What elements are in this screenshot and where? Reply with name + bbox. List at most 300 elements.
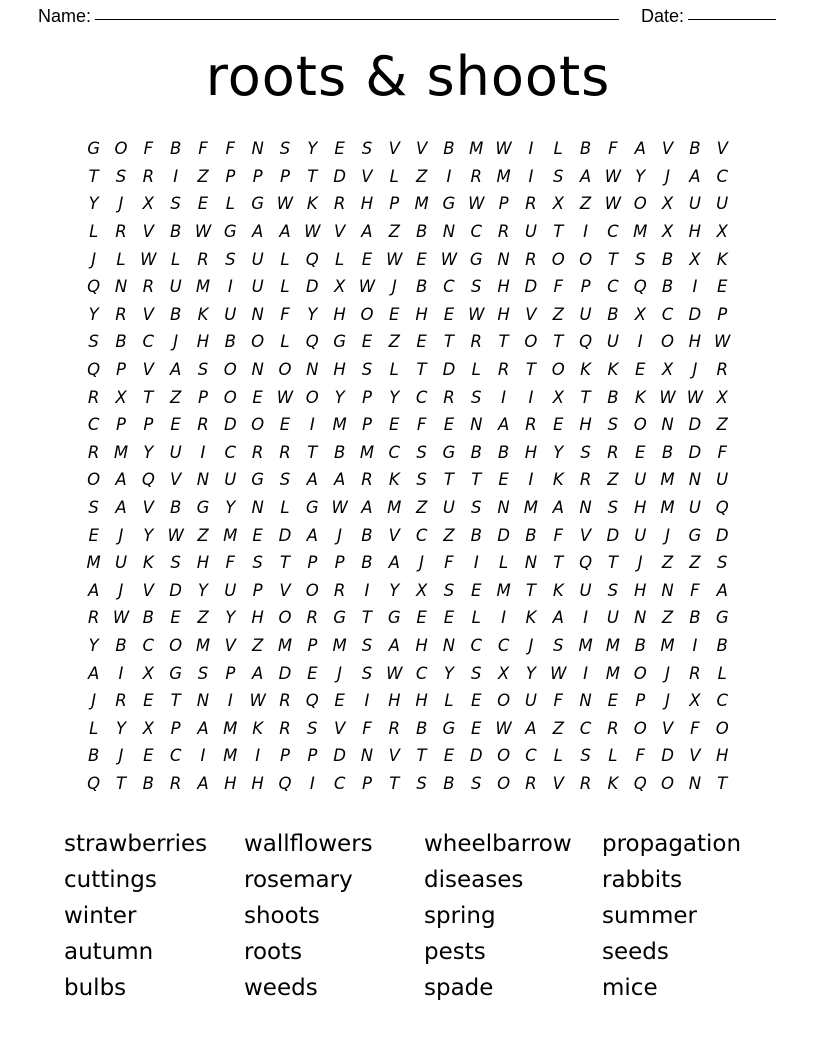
grid-cell[interactable]: O bbox=[497, 773, 511, 793]
grid-cell[interactable]: B bbox=[169, 222, 182, 242]
grid-cell[interactable]: U bbox=[579, 580, 592, 600]
grid-cell[interactable]: B bbox=[689, 139, 701, 159]
grid-cell[interactable]: E bbox=[607, 691, 619, 711]
grid-cell[interactable]: B bbox=[661, 442, 674, 462]
grid-cell[interactable]: S bbox=[307, 718, 318, 738]
grid-cell[interactable]: G bbox=[305, 497, 319, 517]
grid-cell[interactable]: I bbox=[473, 553, 479, 573]
grid-cell[interactable]: M bbox=[660, 497, 675, 517]
grid-cell[interactable]: V bbox=[142, 359, 154, 379]
grid-cell[interactable]: Z bbox=[251, 635, 264, 655]
grid-cell[interactable]: M bbox=[578, 635, 593, 655]
grid-cell[interactable]: J bbox=[692, 359, 698, 379]
grid-cell[interactable]: E bbox=[471, 580, 482, 600]
grid-cell[interactable]: X bbox=[661, 359, 674, 379]
grid-cell[interactable]: D bbox=[469, 746, 483, 766]
grid-cell[interactable]: C bbox=[415, 387, 428, 407]
grid-cell[interactable]: E bbox=[416, 249, 427, 269]
grid-cell[interactable]: G bbox=[169, 663, 183, 683]
grid-cell[interactable]: X bbox=[661, 194, 674, 214]
grid-cell[interactable]: K bbox=[552, 580, 564, 600]
grid-cell[interactable]: F bbox=[225, 139, 236, 159]
grid-cell[interactable]: C bbox=[607, 222, 619, 242]
grid-cell[interactable]: I bbox=[692, 277, 698, 297]
grid-cell[interactable]: E bbox=[143, 691, 154, 711]
word-list-item[interactable]: bulbs bbox=[64, 974, 127, 1001]
grid-cell[interactable]: Y bbox=[307, 139, 318, 159]
grid-cell[interactable]: K bbox=[142, 553, 154, 573]
grid-cell[interactable]: V bbox=[579, 525, 592, 545]
grid-cell[interactable]: F bbox=[635, 746, 645, 766]
grid-cell[interactable]: O bbox=[169, 635, 183, 655]
grid-cell[interactable]: S bbox=[471, 277, 482, 297]
grid-cell[interactable]: L bbox=[280, 277, 290, 297]
grid-cell[interactable]: Z bbox=[552, 304, 564, 324]
name-input-line[interactable] bbox=[95, 19, 619, 20]
grid-cell[interactable]: T bbox=[498, 332, 509, 352]
grid-cell[interactable]: K bbox=[197, 304, 209, 324]
grid-cell[interactable]: X bbox=[333, 277, 346, 297]
grid-cell[interactable]: Z bbox=[388, 332, 400, 352]
grid-cell[interactable]: C bbox=[142, 332, 155, 352]
grid-cell[interactable]: A bbox=[88, 580, 100, 600]
grid-cell[interactable]: P bbox=[116, 359, 126, 379]
grid-cell[interactable]: E bbox=[471, 718, 482, 738]
grid-cell[interactable]: V bbox=[142, 222, 154, 242]
grid-cell[interactable]: M bbox=[633, 222, 648, 242]
grid-cell[interactable]: N bbox=[251, 497, 264, 517]
grid-cell[interactable]: P bbox=[307, 553, 318, 573]
grid-cell[interactable]: L bbox=[717, 663, 727, 683]
grid-cell[interactable]: W bbox=[686, 387, 704, 407]
grid-cell[interactable]: W bbox=[304, 222, 321, 242]
grid-cell[interactable]: R bbox=[470, 166, 482, 186]
grid-cell[interactable]: S bbox=[634, 249, 646, 269]
grid-cell[interactable]: W bbox=[358, 277, 376, 297]
grid-cell[interactable]: G bbox=[333, 332, 347, 352]
grid-cell[interactable]: W bbox=[386, 663, 403, 683]
grid-cell[interactable]: J bbox=[637, 553, 643, 573]
grid-cell[interactable]: M bbox=[414, 194, 429, 214]
grid-cell[interactable]: B bbox=[88, 746, 100, 766]
grid-cell[interactable]: C bbox=[607, 277, 619, 297]
grid-cell[interactable]: Y bbox=[88, 304, 99, 324]
grid-cell[interactable]: H bbox=[415, 691, 428, 711]
grid-cell[interactable]: F bbox=[143, 139, 154, 159]
grid-cell[interactable]: T bbox=[416, 746, 427, 766]
grid-cell[interactable]: T bbox=[170, 691, 181, 711]
grid-cell[interactable]: S bbox=[88, 332, 99, 352]
grid-cell[interactable]: H bbox=[251, 608, 264, 628]
grid-cell[interactable]: B bbox=[169, 139, 182, 159]
grid-cell[interactable]: O bbox=[551, 249, 565, 269]
grid-cell[interactable]: T bbox=[553, 222, 564, 242]
grid-cell[interactable]: E bbox=[443, 304, 455, 324]
grid-cell[interactable]: E bbox=[143, 746, 154, 766]
grid-cell[interactable]: T bbox=[361, 608, 372, 628]
grid-cell[interactable]: G bbox=[715, 608, 729, 628]
grid-cell[interactable]: U bbox=[634, 525, 647, 545]
grid-cell[interactable]: R bbox=[443, 387, 455, 407]
grid-cell[interactable]: B bbox=[333, 442, 346, 462]
grid-cell[interactable]: J bbox=[665, 663, 670, 683]
grid-cell[interactable]: N bbox=[688, 773, 702, 793]
grid-cell[interactable]: A bbox=[170, 359, 182, 379]
grid-cell[interactable]: Q bbox=[87, 773, 101, 793]
grid-cell[interactable]: J bbox=[665, 166, 670, 186]
grid-cell[interactable]: S bbox=[471, 497, 482, 517]
grid-cell[interactable]: R bbox=[388, 718, 400, 738]
grid-cell[interactable]: L bbox=[553, 139, 563, 159]
grid-cell[interactable]: W bbox=[604, 194, 622, 214]
grid-cell[interactable]: O bbox=[305, 387, 319, 407]
grid-cell[interactable]: Y bbox=[635, 166, 646, 186]
grid-cell[interactable]: A bbox=[197, 773, 209, 793]
grid-cell[interactable]: O bbox=[251, 332, 265, 352]
word-list-item[interactable]: pests bbox=[424, 938, 486, 965]
grid-cell[interactable]: E bbox=[334, 691, 345, 711]
grid-cell[interactable]: K bbox=[252, 718, 264, 738]
grid-cell[interactable]: T bbox=[143, 387, 154, 407]
grid-cell[interactable]: N bbox=[442, 222, 456, 242]
grid-cell[interactable]: E bbox=[443, 415, 455, 435]
grid-cell[interactable]: Z bbox=[169, 387, 182, 407]
grid-cell[interactable]: Z bbox=[716, 415, 728, 435]
grid-cell[interactable]: M bbox=[660, 470, 675, 490]
grid-cell[interactable]: W bbox=[112, 608, 130, 628]
grid-cell[interactable]: A bbox=[306, 525, 318, 545]
grid-cell[interactable]: T bbox=[416, 359, 427, 379]
grid-cell[interactable]: C bbox=[388, 442, 401, 462]
grid-cell[interactable]: Y bbox=[88, 194, 99, 214]
grid-cell[interactable]: M bbox=[496, 580, 511, 600]
grid-cell[interactable]: H bbox=[360, 194, 374, 214]
grid-cell[interactable]: U bbox=[606, 608, 619, 628]
grid-cell[interactable]: H bbox=[196, 332, 210, 352]
grid-cell[interactable]: R bbox=[607, 718, 619, 738]
grid-cell[interactable]: R bbox=[142, 166, 155, 186]
grid-cell[interactable]: B bbox=[525, 525, 537, 545]
grid-cell[interactable]: E bbox=[389, 304, 400, 324]
grid-cell[interactable]: D bbox=[688, 442, 702, 462]
grid-cell[interactable]: B bbox=[607, 387, 619, 407]
grid-cell[interactable]: Z bbox=[443, 525, 455, 545]
grid-cell[interactable]: S bbox=[416, 442, 427, 462]
grid-cell[interactable]: M bbox=[86, 553, 101, 573]
grid-cell[interactable]: C bbox=[333, 773, 346, 793]
grid-cell[interactable]: I bbox=[446, 166, 452, 186]
grid-cell[interactable]: H bbox=[497, 304, 510, 324]
grid-cell[interactable]: F bbox=[690, 718, 700, 738]
grid-cell[interactable]: N bbox=[251, 139, 264, 159]
grid-cell[interactable]: F bbox=[225, 553, 236, 573]
grid-cell[interactable]: J bbox=[419, 553, 425, 573]
grid-cell[interactable]: Y bbox=[389, 387, 400, 407]
grid-cell[interactable]: B bbox=[169, 497, 182, 517]
grid-cell[interactable]: P bbox=[279, 746, 290, 766]
grid-cell[interactable]: B bbox=[415, 222, 428, 242]
grid-cell[interactable]: Y bbox=[143, 442, 154, 462]
grid-cell[interactable]: D bbox=[497, 525, 510, 545]
grid-cell[interactable]: P bbox=[307, 746, 318, 766]
grid-cell[interactable]: P bbox=[252, 166, 263, 186]
grid-cell[interactable]: P bbox=[361, 415, 372, 435]
grid-cell[interactable]: E bbox=[443, 746, 455, 766]
grid-cell[interactable]: B bbox=[634, 635, 646, 655]
grid-cell[interactable]: U bbox=[442, 497, 455, 517]
grid-cell[interactable]: I bbox=[173, 166, 179, 186]
grid-cell[interactable]: B bbox=[443, 139, 455, 159]
word-list-item[interactable]: wallflowers bbox=[244, 830, 373, 857]
grid-cell[interactable]: D bbox=[169, 580, 182, 600]
grid-cell[interactable]: W bbox=[276, 194, 294, 214]
word-list-item[interactable]: rosemary bbox=[244, 866, 353, 893]
grid-cell[interactable]: L bbox=[553, 746, 563, 766]
grid-cell[interactable]: Q bbox=[305, 249, 319, 269]
grid-cell[interactable]: I bbox=[528, 470, 534, 490]
grid-cell[interactable]: E bbox=[498, 470, 509, 490]
grid-cell[interactable]: H bbox=[196, 553, 210, 573]
grid-cell[interactable]: Q bbox=[579, 332, 593, 352]
grid-cell[interactable]: L bbox=[225, 194, 235, 214]
grid-cell[interactable]: V bbox=[661, 139, 674, 159]
grid-cell[interactable]: I bbox=[118, 663, 124, 683]
grid-cell[interactable]: I bbox=[200, 442, 206, 462]
grid-cell[interactable]: C bbox=[716, 691, 728, 711]
grid-cell[interactable]: P bbox=[361, 773, 372, 793]
grid-cell[interactable]: S bbox=[607, 580, 619, 600]
grid-cell[interactable]: S bbox=[471, 773, 482, 793]
grid-cell[interactable]: S bbox=[553, 166, 564, 186]
grid-cell[interactable]: A bbox=[88, 663, 100, 683]
grid-cell[interactable]: P bbox=[307, 635, 318, 655]
grid-cell[interactable]: C bbox=[497, 635, 510, 655]
grid-cell[interactable]: U bbox=[114, 553, 128, 573]
grid-cell[interactable]: W bbox=[495, 718, 512, 738]
grid-cell[interactable]: V bbox=[388, 746, 400, 766]
grid-cell[interactable]: W bbox=[331, 497, 348, 517]
grid-cell[interactable]: L bbox=[280, 249, 290, 269]
grid-cell[interactable]: E bbox=[471, 691, 482, 711]
grid-cell[interactable]: N bbox=[196, 470, 210, 490]
word-list-item[interactable]: strawberries bbox=[64, 830, 208, 857]
grid-cell[interactable]: J bbox=[665, 525, 670, 545]
grid-cell[interactable]: M bbox=[359, 442, 375, 462]
grid-cell[interactable]: H bbox=[579, 415, 592, 435]
grid-cell[interactable]: S bbox=[471, 663, 482, 683]
word-list-item[interactable]: propagation bbox=[602, 830, 742, 857]
grid-cell[interactable]: S bbox=[197, 359, 209, 379]
word-list-item[interactable]: seeds bbox=[602, 938, 669, 965]
grid-cell[interactable]: A bbox=[115, 497, 127, 517]
grid-cell[interactable]: S bbox=[88, 497, 99, 517]
grid-cell[interactable]: X bbox=[716, 387, 728, 407]
grid-cell[interactable]: C bbox=[224, 442, 237, 462]
grid-cell[interactable]: S bbox=[197, 663, 209, 683]
grid-cell[interactable]: I bbox=[692, 635, 698, 655]
grid-cell[interactable]: E bbox=[635, 442, 646, 462]
grid-cell[interactable]: I bbox=[501, 387, 507, 407]
grid-cell[interactable]: H bbox=[524, 442, 538, 462]
grid-cell[interactable]: B bbox=[142, 773, 154, 793]
grid-cell[interactable]: T bbox=[471, 470, 482, 490]
word-list-item[interactable]: autumn bbox=[64, 938, 154, 965]
grid-cell[interactable]: N bbox=[661, 580, 674, 600]
grid-cell[interactable]: T bbox=[443, 332, 454, 352]
grid-cell[interactable]: U bbox=[634, 470, 647, 490]
grid-cell[interactable]: T bbox=[553, 332, 564, 352]
grid-cell[interactable]: R bbox=[497, 359, 510, 379]
grid-cell[interactable]: A bbox=[497, 415, 510, 435]
grid-cell[interactable]: Q bbox=[633, 277, 647, 297]
grid-cell[interactable]: X bbox=[552, 387, 564, 407]
grid-cell[interactable]: D bbox=[278, 525, 292, 545]
grid-cell[interactable]: Q bbox=[87, 277, 101, 297]
grid-cell[interactable]: H bbox=[388, 691, 401, 711]
grid-cell[interactable]: V bbox=[661, 718, 674, 738]
grid-cell[interactable]: Y bbox=[443, 663, 454, 683]
grid-cell[interactable]: R bbox=[333, 580, 346, 600]
grid-cell[interactable]: Y bbox=[115, 718, 127, 738]
grid-cell[interactable]: W bbox=[468, 304, 485, 324]
grid-cell[interactable]: E bbox=[252, 525, 263, 545]
grid-cell[interactable]: C bbox=[525, 746, 537, 766]
grid-cell[interactable]: R bbox=[251, 442, 264, 462]
grid-cell[interactable]: K bbox=[306, 194, 318, 214]
grid-cell[interactable]: I bbox=[364, 580, 370, 600]
grid-cell[interactable]: T bbox=[607, 249, 618, 269]
word-list-item[interactable]: cuttings bbox=[64, 866, 157, 893]
grid-cell[interactable]: Z bbox=[197, 608, 209, 628]
word-list-item[interactable]: wheelbarrow bbox=[424, 830, 572, 857]
grid-cell[interactable]: V bbox=[388, 139, 400, 159]
grid-cell[interactable]: U bbox=[251, 249, 264, 269]
grid-cell[interactable]: I bbox=[309, 415, 315, 435]
grid-cell[interactable]: I bbox=[583, 608, 588, 628]
grid-cell[interactable]: P bbox=[279, 166, 290, 186]
grid-cell[interactable]: F bbox=[362, 718, 372, 738]
grid-cell[interactable]: R bbox=[497, 222, 510, 242]
grid-cell[interactable]: E bbox=[389, 415, 400, 435]
grid-cell[interactable]: V bbox=[142, 497, 154, 517]
grid-cell[interactable]: Q bbox=[715, 497, 729, 517]
grid-cell[interactable]: F bbox=[717, 442, 727, 462]
grid-cell[interactable]: G bbox=[688, 525, 702, 545]
grid-cell[interactable]: O bbox=[223, 359, 237, 379]
grid-cell[interactable]: A bbox=[525, 718, 537, 738]
grid-cell[interactable]: N bbox=[442, 635, 456, 655]
grid-cell[interactable]: N bbox=[524, 553, 538, 573]
grid-cell[interactable]: E bbox=[334, 139, 345, 159]
grid-cell[interactable]: A bbox=[689, 166, 701, 186]
grid-cell[interactable]: Z bbox=[552, 718, 564, 738]
grid-cell[interactable]: P bbox=[170, 718, 181, 738]
grid-cell[interactable]: W bbox=[604, 166, 622, 186]
grid-cell[interactable]: B bbox=[115, 332, 127, 352]
grid-cell[interactable]: P bbox=[580, 277, 591, 297]
grid-cell[interactable]: O bbox=[661, 332, 675, 352]
grid-cell[interactable]: J bbox=[91, 691, 97, 711]
grid-cell[interactable]: E bbox=[307, 663, 318, 683]
grid-cell[interactable]: L bbox=[280, 332, 290, 352]
grid-cell[interactable]: C bbox=[415, 525, 428, 545]
grid-cell[interactable]: Z bbox=[661, 553, 674, 573]
grid-cell[interactable]: R bbox=[579, 773, 592, 793]
grid-cell[interactable]: O bbox=[278, 608, 292, 628]
grid-cell[interactable]: R bbox=[87, 608, 100, 628]
grid-cell[interactable]: U bbox=[716, 470, 729, 490]
grid-cell[interactable]: Z bbox=[661, 608, 674, 628]
grid-cell[interactable]: X bbox=[689, 249, 701, 269]
grid-cell[interactable]: D bbox=[442, 359, 456, 379]
grid-cell[interactable]: U bbox=[224, 580, 237, 600]
grid-cell[interactable]: T bbox=[389, 773, 400, 793]
grid-cell[interactable]: V bbox=[333, 718, 346, 738]
grid-cell[interactable]: P bbox=[361, 387, 372, 407]
grid-cell[interactable]: X bbox=[552, 194, 564, 214]
grid-cell[interactable]: J bbox=[337, 663, 343, 683]
grid-cell[interactable]: H bbox=[634, 580, 647, 600]
grid-cell[interactable]: U bbox=[169, 442, 182, 462]
grid-cell[interactable]: G bbox=[196, 497, 210, 517]
grid-cell[interactable]: T bbox=[88, 166, 99, 186]
grid-cell[interactable]: L bbox=[89, 222, 99, 242]
grid-cell[interactable]: H bbox=[333, 304, 346, 324]
grid-cell[interactable]: G bbox=[387, 608, 401, 628]
grid-cell[interactable]: U bbox=[251, 277, 264, 297]
grid-cell[interactable]: B bbox=[415, 718, 428, 738]
grid-cell[interactable]: I bbox=[528, 387, 534, 407]
grid-cell[interactable]: A bbox=[361, 497, 373, 517]
grid-cell[interactable]: H bbox=[497, 277, 510, 297]
grid-cell[interactable]: A bbox=[306, 470, 318, 490]
grid-cell[interactable]: N bbox=[114, 277, 128, 297]
grid-cell[interactable]: A bbox=[634, 139, 646, 159]
grid-cell[interactable]: M bbox=[660, 635, 675, 655]
word-list-item[interactable]: summer bbox=[602, 902, 697, 929]
word-list-item[interactable]: weeds bbox=[244, 974, 318, 1001]
grid-cell[interactable]: I bbox=[227, 277, 233, 297]
grid-cell[interactable]: X bbox=[415, 580, 428, 600]
grid-cell[interactable]: T bbox=[553, 553, 564, 573]
grid-cell[interactable]: C bbox=[415, 663, 428, 683]
grid-cell[interactable]: R bbox=[279, 442, 291, 462]
grid-cell[interactable]: K bbox=[525, 608, 537, 628]
grid-cell[interactable]: K bbox=[552, 470, 564, 490]
grid-cell[interactable]: S bbox=[416, 470, 427, 490]
grid-cell[interactable]: S bbox=[225, 249, 236, 269]
grid-cell[interactable]: N bbox=[470, 415, 483, 435]
grid-cell[interactable]: I bbox=[255, 746, 261, 766]
grid-cell[interactable]: H bbox=[251, 773, 264, 793]
grid-cell[interactable]: P bbox=[143, 415, 154, 435]
grid-cell[interactable]: M bbox=[113, 442, 129, 462]
grid-cell[interactable]: C bbox=[470, 635, 483, 655]
grid-cell[interactable]: X bbox=[716, 222, 728, 242]
grid-cell[interactable]: M bbox=[523, 497, 539, 517]
grid-cell[interactable]: Q bbox=[87, 359, 101, 379]
grid-cell[interactable]: I bbox=[200, 746, 206, 766]
grid-cell[interactable]: V bbox=[361, 166, 373, 186]
grid-cell[interactable]: B bbox=[224, 332, 236, 352]
grid-cell[interactable]: O bbox=[633, 194, 647, 214]
grid-cell[interactable]: B bbox=[661, 249, 674, 269]
grid-cell[interactable]: Q bbox=[278, 773, 292, 793]
grid-cell[interactable]: F bbox=[280, 304, 290, 324]
grid-cell[interactable]: N bbox=[579, 497, 592, 517]
grid-cell[interactable]: Z bbox=[415, 497, 428, 517]
grid-cell[interactable]: E bbox=[361, 332, 373, 352]
